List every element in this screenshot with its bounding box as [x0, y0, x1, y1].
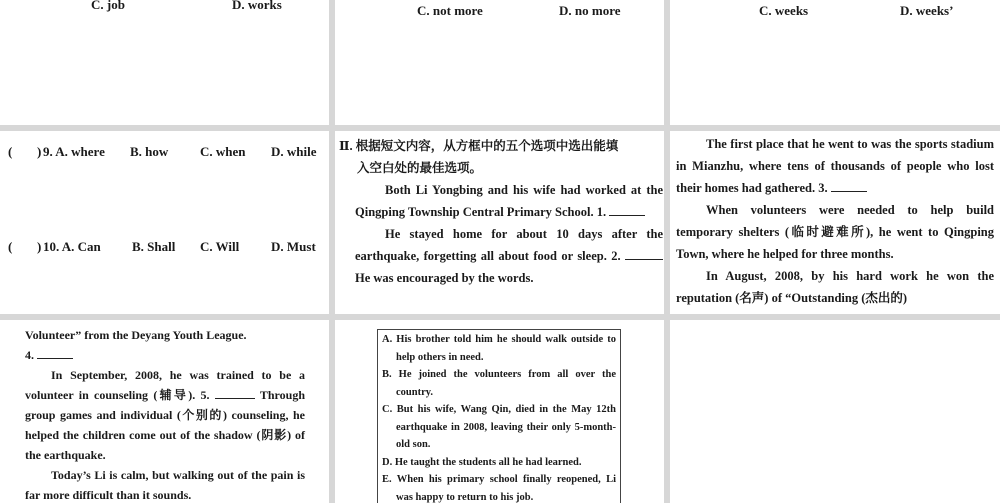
option-d: D. works	[232, 0, 282, 12]
question-9	[0, 144, 329, 162]
answer-blank-4[interactable]	[37, 345, 73, 359]
section-2-heading: Ⅱ. 根据短文内容，从方框中的五个选项中选出能填	[339, 139, 619, 153]
empty-cell	[670, 320, 1000, 503]
passage-paragraph-3	[676, 133, 994, 199]
question-10	[0, 239, 329, 257]
paragraph-text: The first place that he went to was the sports stadium in Mianzhu, where tens of thousands of people who lost their homes had gathered. 3.	[676, 137, 994, 195]
passage-right-text	[676, 133, 994, 309]
option-c: C. But his wife, Wang Qin, died in the May 12th earthquake in 2008, leaving their only 5-month-old son.	[382, 404, 616, 450]
question-option-a: 10. A. Can	[43, 239, 101, 254]
questions-cell	[0, 131, 329, 314]
question-option-a: 9. A. where	[43, 144, 105, 159]
passage-bottom-cell	[0, 320, 329, 503]
paragraph-text: In September, 2008, he was trained to be a volunteer in counseling (辅导). 5.	[25, 368, 305, 402]
answer-blank-2[interactable]	[625, 246, 663, 260]
top-right-cell	[670, 0, 1000, 125]
option-a: A. His brother told him he should walk outside to help others in need.	[382, 334, 616, 363]
passage-paragraph-answer-4	[25, 345, 305, 365]
answer-blank-1[interactable]	[609, 202, 645, 216]
option-d: D. no more	[559, 3, 621, 18]
paragraph-text: He was encouraged by the words.	[355, 271, 534, 285]
section-2-heading-cont: 入空白处的最佳选项。	[357, 161, 483, 175]
paragraph-text: Both Li Yongbing and his wife had worked at the Qingping Township Central Primary School. 1.	[355, 183, 663, 219]
question-option-d: D. while	[271, 144, 317, 159]
option-e: E. When his primary school finally reopened, Li was happy to return to his job.	[382, 474, 616, 503]
section-2-text	[335, 135, 663, 289]
passage-paragraph-5: In August, 2008, by his hard work he won the reputation (名声) of “Outstanding (杰出的)	[676, 269, 994, 305]
answer-bracket: )	[37, 144, 42, 159]
answer-bracket: (	[8, 144, 13, 159]
paragraph-text: 4.	[25, 348, 34, 362]
question-option-d: D. Must	[271, 239, 316, 254]
option-d: D. weeks’	[900, 3, 954, 18]
section-2-cell	[335, 131, 664, 314]
question-option-c: C. Will	[200, 239, 240, 254]
option-b: B. He joined the volunteers from all over the country.	[382, 369, 616, 398]
passage-paragraph-7: Today’s Li is calm, but walking out of the pain is far more difficult than it sounds.	[25, 468, 305, 502]
question-option-b: B. how	[130, 144, 169, 159]
answer-bracket: (	[8, 239, 13, 254]
question-option-b: B. Shall	[132, 239, 176, 254]
option-d: D. He taught the students all he had learned.	[382, 456, 582, 468]
passage-bottom-text	[25, 325, 305, 503]
option-c: C. job	[91, 0, 125, 12]
paragraph-line: Volunteer” from the Deyang Youth League.	[25, 328, 247, 342]
option-c: C. not more	[417, 3, 483, 18]
passage-paragraph-1	[335, 179, 663, 223]
options-box-cell	[335, 320, 664, 503]
paragraph-text: Through group games and individual (个别的) counseling, he helped the children come out of the shadow (阴影) of the earthquake.	[25, 388, 306, 462]
answer-blank-3[interactable]	[831, 178, 867, 192]
top-left-cell	[0, 0, 329, 125]
passage-right-cell	[670, 131, 1000, 314]
passage-paragraph-6	[25, 365, 305, 465]
answer-bracket: )	[37, 239, 42, 254]
answer-blank-5[interactable]	[215, 385, 255, 399]
option-c: C. weeks	[759, 3, 809, 18]
options-box	[377, 329, 621, 503]
question-option-c: C. when	[200, 144, 246, 159]
passage-paragraph-4: When volunteers were needed to help build temporary shelters (临时避难所), he went to Qingping Town, where he helped for three months.	[676, 203, 994, 261]
paragraph-text: He stayed home for about 10 days after the earthquake, forgetting all about food or sleep. 2.	[355, 227, 663, 263]
passage-paragraph-2	[335, 223, 663, 289]
top-middle-cell	[335, 0, 664, 125]
